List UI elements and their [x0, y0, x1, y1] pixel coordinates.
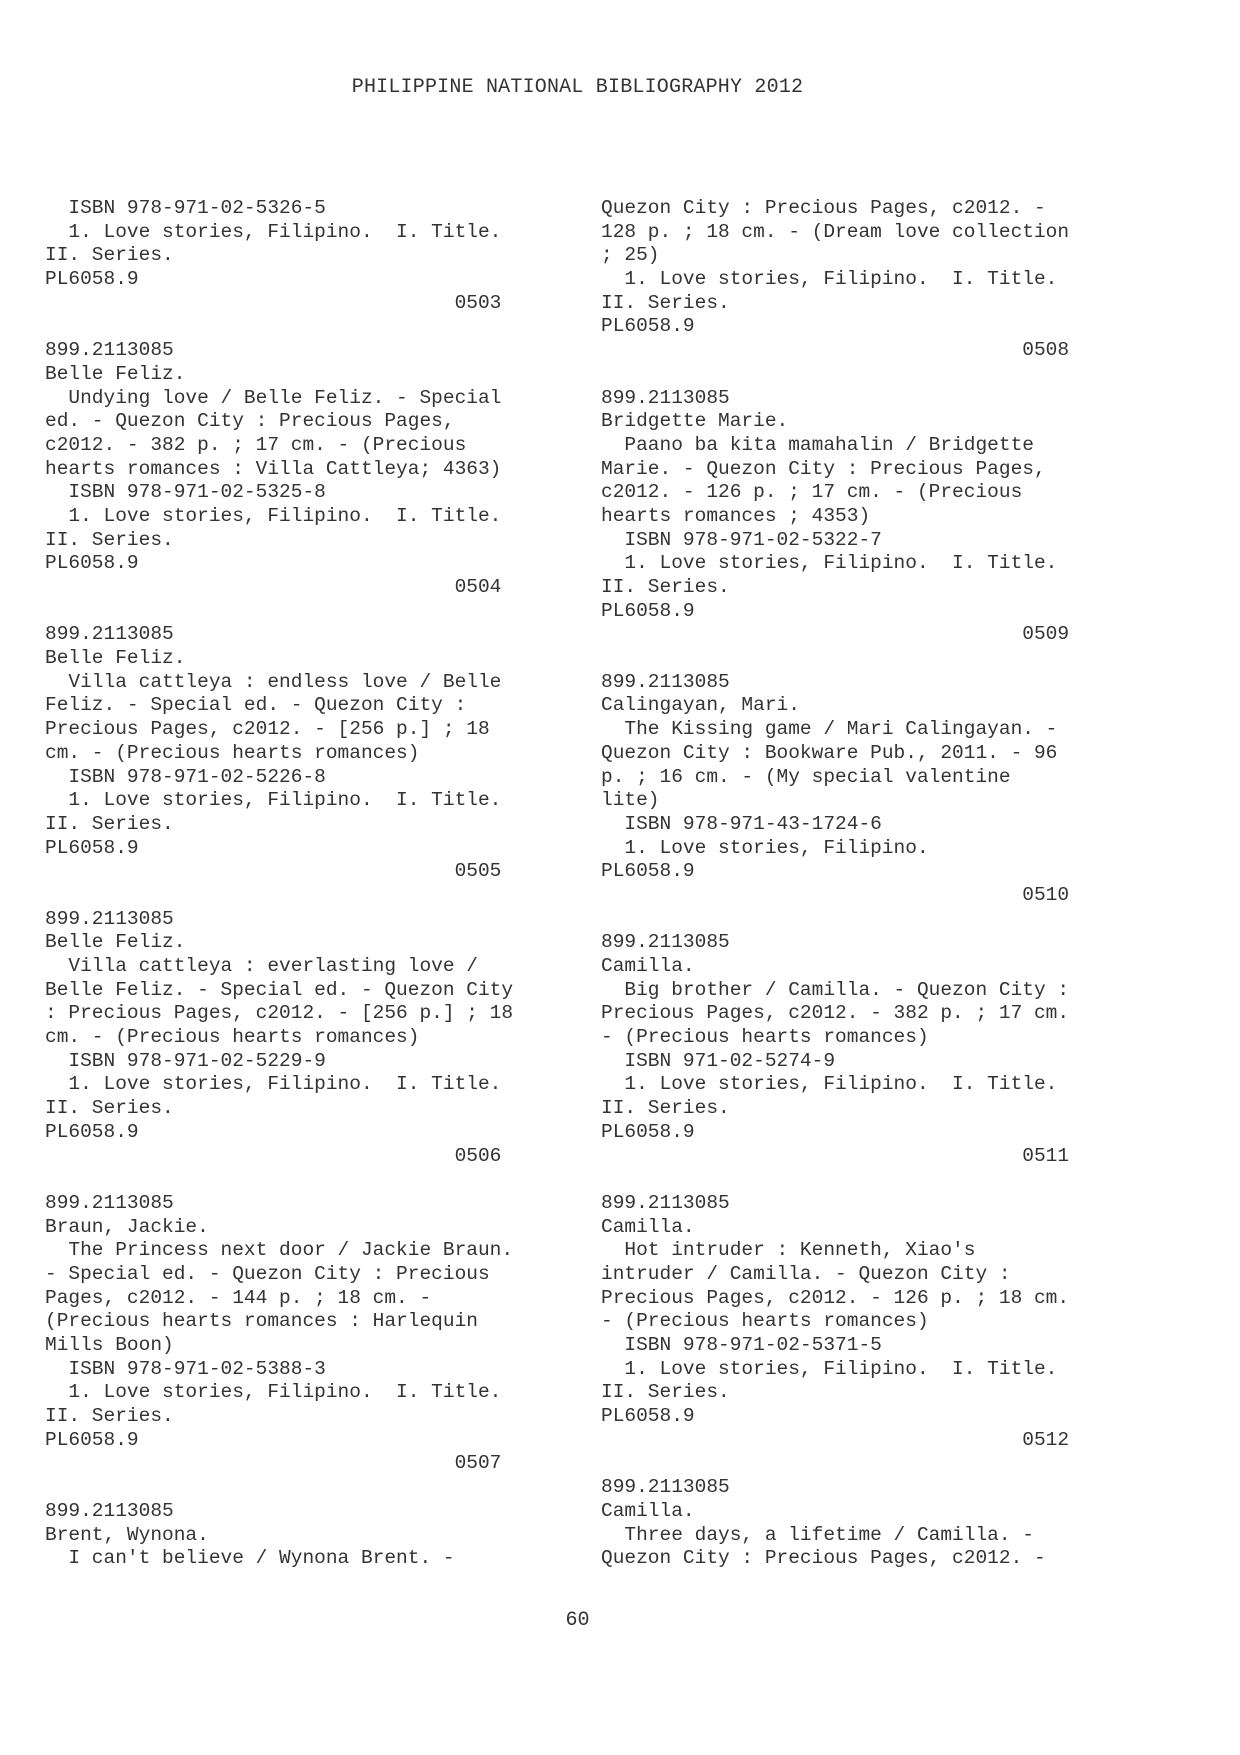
catalog-line: hearts romances : Villa Cattleya; 4363) — [45, 457, 502, 480]
catalog-line: II. Series. — [601, 291, 730, 314]
catalog-line — [601, 908, 1069, 932]
catalog-line: II. Series. — [601, 576, 730, 598]
catalog-line: 0510 — [601, 883, 1070, 906]
catalog-line: 1. Love stories, Filipino. I. Title. — [601, 268, 1058, 291]
catalog-line: Three days, a lifetime / Camilla. - — [601, 1523, 1034, 1546]
catalog-line — [601, 1168, 1069, 1192]
catalog-line: 0508 — [601, 339, 1070, 362]
catalog-line: 899.2113085 — [45, 623, 174, 646]
catalog-line: Camilla. — [601, 1499, 695, 1522]
catalog-line: Belle Feliz. — [45, 362, 186, 385]
catalog-line: Bridgette Marie. — [601, 410, 789, 433]
catalog-line: 1. Love stories, Filipino. I. Title. — [45, 1073, 502, 1096]
catalog-line: ISBN 978-971-02-5325-8 — [45, 481, 326, 504]
catalog-line: 128 p. ; 18 cm. - (Dream love collection — [601, 220, 1070, 243]
catalog-line: Feliz. - Special ed. - Quezon City : — [45, 694, 467, 717]
catalog-line: 1. Love stories, Filipino. I. Title. — [601, 1357, 1058, 1380]
catalog-line: 899.2113085 — [601, 931, 730, 954]
catalog-line: PL6058.9 — [601, 315, 695, 338]
catalog-line: Belle Feliz. — [45, 931, 186, 954]
catalog-line: II. Series. — [601, 1381, 730, 1404]
catalog-line: ISBN 978-971-02-5226-8 — [45, 765, 326, 788]
catalog-line: p. ; 16 cm. - (My special valentine — [601, 765, 1011, 788]
catalog-line: hearts romances ; 4353) — [601, 504, 871, 527]
catalog-line: PL6058.9 — [601, 599, 695, 622]
catalog-line: ; 25) — [601, 244, 660, 267]
catalog-line: 899.2113085 — [45, 907, 174, 930]
catalog-line: Brent, Wynona. — [45, 1523, 209, 1546]
catalog-line: c2012. - 382 p. ; 17 cm. - (Precious — [45, 433, 467, 456]
catalog-line: Calingayan, Mari. — [601, 694, 800, 717]
catalog-line: - Special ed. - Quezon City : Precious — [45, 1262, 490, 1285]
catalog-line: ISBN 978-971-02-5326-5 — [45, 197, 326, 219]
catalog-line: Villa cattleya : everlasting love / — [45, 955, 478, 977]
catalog-line: ed. - Quezon City : Precious Pages, — [45, 410, 455, 433]
catalog-line: 899.2113085 — [601, 1191, 730, 1214]
catalog-line: ISBN 978-971-02-5229-9 — [45, 1049, 326, 1072]
catalog-line — [45, 315, 513, 339]
catalog-line: The Kissing game / Mari Calingayan. - — [601, 718, 1058, 741]
catalog-line — [601, 1452, 1069, 1476]
catalog-line: 899.2113085 — [45, 1191, 174, 1214]
catalog-line: 899.2113085 — [601, 1476, 730, 1499]
catalog-line: ISBN 971-02-5274-9 — [601, 1049, 836, 1072]
catalog-line: 0506 — [45, 1144, 502, 1167]
catalog-line — [45, 1476, 513, 1500]
catalog-line: Precious Pages, c2012. - 126 p. ; 18 cm. — [601, 1286, 1070, 1309]
catalog-line: intruder / Camilla. - Quezon City : — [601, 1262, 1011, 1285]
catalog-line: Camilla. — [601, 1215, 695, 1238]
catalog-line — [601, 363, 1069, 387]
catalog-line: ISBN 978-971-02-5322-7 — [601, 528, 882, 551]
catalog-line: Belle Feliz. - Special ed. - Quezon City — [45, 978, 514, 1001]
catalog-line: Camilla. — [601, 955, 695, 977]
catalog-line: 1. Love stories, Filipino. I. Title. — [601, 1073, 1058, 1096]
catalog-line: II. Series. — [45, 1097, 174, 1120]
catalog-line: II. Series. — [45, 1405, 174, 1428]
catalog-line: II. Series. — [601, 1097, 730, 1120]
catalog-line: 0503 — [45, 291, 502, 314]
catalog-line: 899.2113085 — [601, 670, 730, 693]
catalog-line: cm. - (Precious hearts romances) — [45, 741, 420, 764]
catalog-line: Quezon City : Bookware Pub., 2011. - 96 — [601, 741, 1058, 764]
catalog-line: Villa cattleya : endless love / Belle — [45, 670, 502, 693]
catalog-line: Quezon City : Precious Pages, c2012. - — [601, 197, 1046, 219]
right-column — [601, 197, 1069, 1571]
catalog-line: PL6058.9 — [601, 1405, 695, 1428]
catalog-line: 1. Love stories, Filipino. I. Title. — [45, 220, 502, 243]
catalog-line: PL6058.9 — [45, 836, 139, 859]
catalog-line: 0507 — [45, 1452, 502, 1475]
catalog-line: : Precious Pages, c2012. - [256 p.] ; 18 — [45, 1002, 514, 1025]
catalog-line — [45, 884, 513, 908]
catalog-line: 0512 — [601, 1428, 1070, 1451]
catalog-line: 0504 — [45, 576, 502, 598]
catalog-line: PL6058.9 — [45, 552, 139, 575]
catalog-line: - (Precious hearts romances) — [601, 1026, 929, 1049]
catalog-line: Braun, Jackie. — [45, 1215, 209, 1238]
catalog-line: ISBN 978-971-43-1724-6 — [601, 812, 882, 835]
page-number: 60 — [565, 1609, 590, 1632]
catalog-line: I can't believe / Wynona Brent. - — [45, 1547, 455, 1570]
catalog-line: (Precious hearts romances : Harlequin — [45, 1310, 478, 1333]
catalog-line: Marie. - Quezon City : Precious Pages, — [601, 457, 1046, 480]
catalog-line: PL6058.9 — [45, 1428, 139, 1451]
catalog-line: Big brother / Camilla. - Quezon City : — [601, 978, 1070, 1001]
catalog-line: 899.2113085 — [45, 339, 174, 362]
catalog-line: - (Precious hearts romances) — [601, 1310, 929, 1333]
catalog-line: Precious Pages, c2012. - [256 p.] ; 18 — [45, 718, 490, 741]
page-header: PHILIPPINE NATIONAL BIBLIOGRAPHY 2012 — [351, 76, 804, 99]
catalog-line: 1. Love stories, Filipino. I. Title. — [45, 504, 502, 527]
catalog-line: 1. Love stories, Filipino. I. Title. — [45, 1381, 502, 1404]
catalog-line: c2012. - 126 p. ; 17 cm. - (Precious — [601, 481, 1023, 504]
catalog-line: II. Series. — [45, 528, 174, 551]
catalog-line: Hot intruder : Kenneth, Xiao's — [601, 1239, 976, 1262]
catalog-line: PL6058.9 — [45, 1120, 139, 1143]
catalog-line: Pages, c2012. - 144 p. ; 18 cm. - — [45, 1286, 432, 1309]
catalog-line: Quezon City : Precious Pages, c2012. - — [601, 1547, 1046, 1570]
catalog-line — [45, 1168, 513, 1192]
catalog-line — [601, 647, 1069, 671]
catalog-line: 899.2113085 — [601, 386, 730, 409]
catalog-line: 0511 — [601, 1144, 1070, 1167]
catalog-line: PL6058.9 — [601, 860, 695, 883]
catalog-line: 1. Love stories, Filipino. — [601, 836, 929, 859]
catalog-line: 899.2113085 — [45, 1499, 174, 1522]
catalog-line: ISBN 978-971-02-5371-5 — [601, 1334, 882, 1356]
catalog-line: The Princess next door / Jackie Braun. — [45, 1239, 514, 1262]
catalog-line: 1. Love stories, Filipino. I. Title. — [601, 552, 1058, 575]
catalog-line: cm. - (Precious hearts romances) — [45, 1026, 420, 1049]
catalog-line: lite) — [601, 789, 660, 812]
catalog-line — [45, 600, 513, 624]
catalog-line: 1. Love stories, Filipino. I. Title. — [45, 789, 502, 812]
catalog-line: Belle Feliz. — [45, 647, 186, 670]
catalog-line: Undying love / Belle Feliz. - Special — [45, 386, 502, 409]
catalog-line: Paano ba kita mamahalin / Bridgette — [601, 433, 1034, 456]
catalog-line: 0509 — [601, 623, 1070, 646]
catalog-line: Mills Boon) — [45, 1334, 174, 1356]
catalog-line: II. Series. — [45, 244, 174, 267]
left-column — [45, 197, 513, 1571]
catalog-line: PL6058.9 — [45, 268, 139, 291]
catalog-line: II. Series. — [45, 812, 174, 835]
catalog-line: 0505 — [45, 860, 502, 883]
catalog-line: ISBN 978-971-02-5388-3 — [45, 1357, 326, 1380]
catalog-line: Precious Pages, c2012. - 382 p. ; 17 cm. — [601, 1002, 1070, 1025]
catalog-line: PL6058.9 — [601, 1120, 695, 1143]
